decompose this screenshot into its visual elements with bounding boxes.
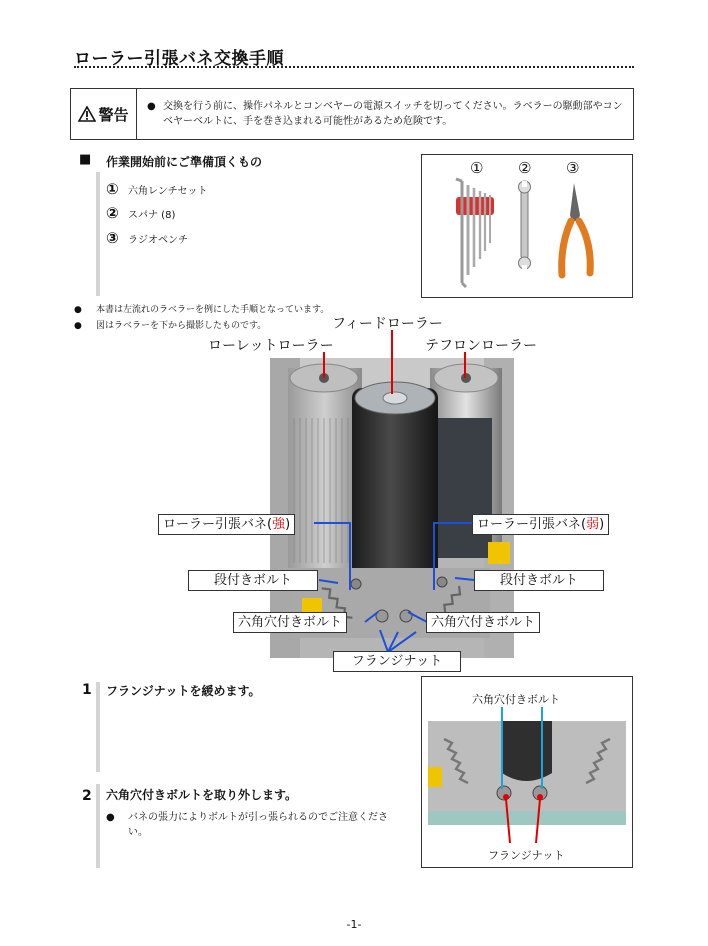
warning-triangle-icon bbox=[78, 106, 96, 122]
label-step-bolt-right: 段付きボルト bbox=[474, 570, 604, 591]
prep-sidebar bbox=[96, 172, 100, 296]
pliers-icon bbox=[562, 183, 591, 275]
tool-photo-number: ② bbox=[518, 159, 532, 177]
tools-photo bbox=[421, 154, 633, 298]
warning-message: 交換を行う前に、操作パネルとコンベヤーの電源スイッチを切ってください。ラベラーの駆動部やコンベヤーベルトに、手を巻き込まれる可能性があるため危険です。 bbox=[163, 101, 623, 127]
note-text: 本書は左流れのラベラーを例にした手順となっています。 bbox=[96, 305, 330, 315]
step-number: 1 bbox=[82, 682, 92, 698]
warning-label bbox=[71, 89, 137, 139]
label-step-bolt-left: 段付きボルト bbox=[188, 570, 318, 591]
warning-bullet: ● bbox=[147, 101, 156, 112]
step-photo-label-flange-nut: フランジナット bbox=[488, 849, 565, 862]
label-hex-bolt-right: 六角穴付きボルト bbox=[426, 612, 540, 633]
label-spring-weak: ローラー引張バネ(弱) bbox=[472, 514, 609, 535]
label-feed-roller: フィードローラー bbox=[332, 316, 443, 332]
prep-title: 作業開始前にご準備頂くもの bbox=[106, 155, 263, 169]
step-note-bullet: ● bbox=[106, 812, 115, 823]
tool-photo-number: ③ bbox=[566, 159, 580, 177]
step-photo bbox=[421, 676, 633, 868]
label-spring-strong: ローラー引張バネ(強) bbox=[158, 514, 295, 535]
warning-box bbox=[70, 88, 634, 140]
title-divider bbox=[74, 66, 634, 68]
label-knurl-roller: ローレットローラー bbox=[208, 338, 334, 354]
tool-label: ラジオペンチ bbox=[128, 235, 188, 246]
spanner-icon bbox=[519, 181, 531, 271]
warning-text bbox=[147, 99, 627, 129]
prep-marker: ■ bbox=[79, 152, 92, 167]
hex-wrench-set-icon bbox=[456, 179, 494, 287]
tool-number: ③ bbox=[106, 229, 119, 247]
page-number: -1- bbox=[346, 918, 362, 931]
label-hex-bolt-left: 六角穴付きボルト bbox=[233, 612, 347, 633]
step-number: 2 bbox=[82, 788, 92, 804]
label-flange-nut: フランジナット bbox=[333, 651, 461, 672]
tool-number: ① bbox=[106, 180, 119, 198]
page-title: ローラー引張バネ交換手順 bbox=[74, 49, 284, 69]
tool-item bbox=[106, 180, 208, 198]
step-title: 六角穴付きボルトを取り外します。 bbox=[106, 788, 298, 802]
step-note-text: バネの張力によりボルトが引っ張られるのでご注意ください。 bbox=[128, 812, 388, 838]
label-teflon-roller: テフロンローラー bbox=[425, 338, 537, 354]
step-photo-label-hex-bolt: 六角穴付きボルト bbox=[472, 693, 560, 706]
note-item: ● 本書は左流れのラベラーを例にした手順となっています。 bbox=[74, 305, 330, 315]
note-text: 図はラベラーを下から撮影したものです。 bbox=[96, 321, 267, 331]
tool-label: スパナ (8) bbox=[128, 210, 176, 221]
tool-label: 六角レンチセット bbox=[128, 186, 208, 197]
tool-item bbox=[106, 229, 188, 247]
tool-number: ② bbox=[106, 204, 119, 222]
step-sidebar bbox=[96, 784, 100, 868]
note-item: ● 図はラベラーを下から撮影したものです。 bbox=[74, 321, 267, 331]
step-sidebar bbox=[96, 682, 100, 772]
tool-photo-number: ① bbox=[470, 159, 484, 177]
warning-label-text: 警告 bbox=[98, 105, 129, 124]
step-note bbox=[106, 810, 406, 840]
tool-item bbox=[106, 204, 175, 222]
step-title: フランジナットを緩めます。 bbox=[106, 684, 261, 698]
